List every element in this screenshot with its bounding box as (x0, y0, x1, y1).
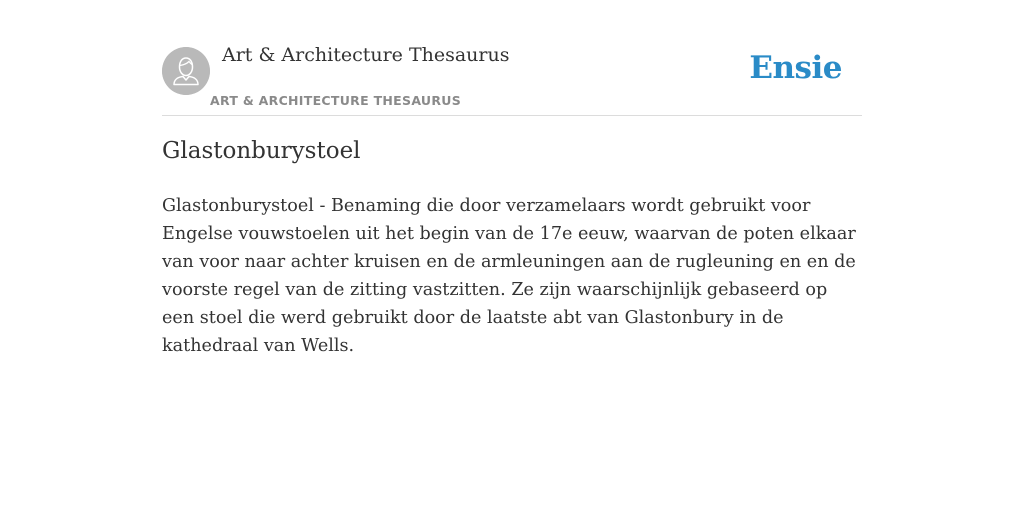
brand-logo[interactable]: Ensie (749, 50, 842, 86)
source-subtitle: ART & ARCHITECTURE THESAURUS (210, 93, 462, 108)
page-title: Glastonburystoel (162, 138, 361, 164)
user-avatar-icon[interactable] (162, 47, 210, 95)
entry-header (162, 0, 862, 116)
definition-text: Glastonburystoel - Benaming die door verzamelaars wordt gebruikt voor Engelse vouwstoelen uit het begin van de 17e eeuw, waarvan de poten elkaar van voor naar achter kruisen en de armleuningen aan de rugleuning en en de voorste regel van de zitting vastzitten. Ze zijn waarschijnlijk gebaseerd op een stoel die werd gebruikt door de laatste abt van Glastonbury in de kathedraal van Wells. (162, 196, 856, 356)
source-name-link[interactable]: Art & Architecture Thesaurus (222, 44, 510, 66)
entry-card (162, 0, 862, 356)
